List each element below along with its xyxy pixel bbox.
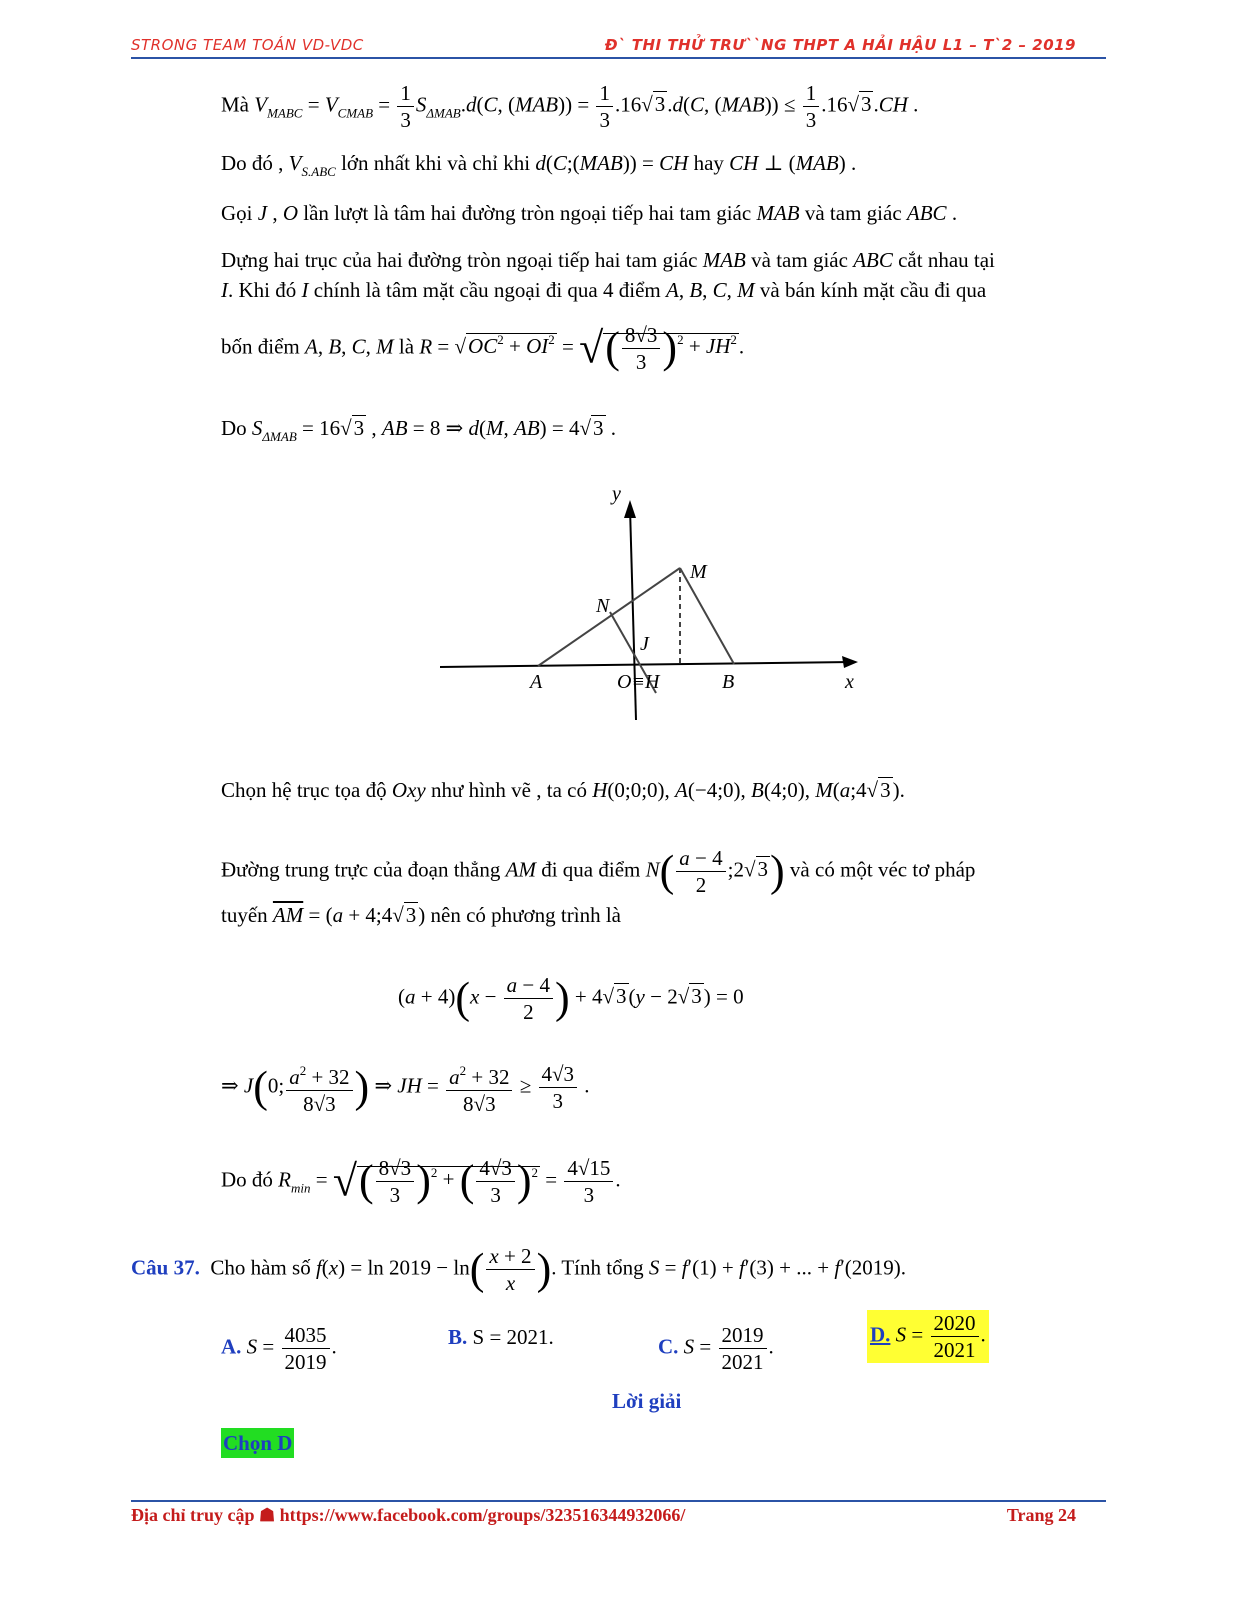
label-OH: O≡H	[617, 671, 660, 693]
line-coordinates: Chọn hệ trục tọa độ Oxy như hình vẽ , ta có H(0;0;0), A(−4;0), B(4;0), M(a;4√3).	[221, 778, 905, 802]
equation-Rmin: Do đó $R_{min}$ = √( $\frac{8√3}{3}$ )$^2$ + ( $\frac{4√3}{3}$ )$^2$ = $\frac{4√15}{3}$ .	[221, 1156, 621, 1207]
label-J: J	[640, 633, 649, 655]
line-sphere: I. Khi đó I chính là tâm mặt cầu ngoại đi qua 4 điểm A, B, C, M và bán kính mặt cầu đi qua	[221, 278, 987, 302]
equation-J: ⇒ J(0; $\frac{a^2 + 32}{8√3}$ ) ⇒ JH = $\frac{a^2 + 32}{8√3}$ ≥ $\frac{4√3}{3}$ .	[221, 1058, 590, 1117]
line-max: Do đó , $V_{S.ABC}$ lớn nhất khi và chỉ khi d(C;(MAB)) = CH hay CH ⊥ (MAB) .	[221, 151, 857, 179]
label-A: A	[530, 671, 543, 693]
line-volume: Mà $V_{MABC} = V_{CMAB}$ = $\frac{1}{3}$ $S_{\Delta MAB}.d(C$, (MAB)) = $\frac{1}{3}$ .16√3.d(C, (MAB)) ≤ $\frac{1}{3}$ .16√3.CH .	[221, 81, 919, 132]
line-bisector: Đường trung trực của đoạn thẳng AM đi qua điểm N( $\frac{a - 4}{2}$ ;2√3) và có một véc tơ pháp	[221, 846, 976, 897]
line-centers: Gọi J , O lần lượt là tâm hai đường tròn ngoại tiếp hai tam giác MAB và tam giác ABC .	[221, 201, 958, 225]
question-37: Câu 37. Cho hàm số f(x) = ln 2019 − ln( $\frac{x + 2}{x}$ ). Tính tổng S = f′(1) + f′(3) + ... + f′(2019).	[131, 1244, 907, 1295]
line-normal: tuyến $\overline{AM} = (a$ + 4;4√3) nên có phương trình là	[221, 903, 621, 927]
label-N: N	[596, 595, 610, 617]
solution-title: Lời giải	[612, 1389, 682, 1413]
label-y: y	[612, 483, 621, 505]
segment-MB	[680, 568, 734, 664]
option-D[interactable]: D. S = $\frac{2020}{2021}$ .	[867, 1310, 989, 1363]
y-arrow	[624, 500, 636, 518]
choice-badge: Chọn D	[221, 1428, 294, 1458]
label-B: B	[722, 671, 735, 693]
line-radius: bốn điểm A, B, C, M là $R = √OC^2 + OI^2$ = √( $\frac{8√3}{3}$ )$^2 + JH^2$.	[221, 323, 745, 374]
coordinate-diagram	[430, 478, 870, 728]
footer-link[interactable]: https://www.facebook.com/groups/323516344932066/	[279, 1505, 686, 1525]
home-icon: ☗	[259, 1505, 276, 1525]
option-A[interactable]: A. S = $\frac{4035}{2019}$ .	[221, 1323, 337, 1374]
line-area: Do $S_{\Delta MAB} = 16√3$ , AB = 8 ⇒ d(M, AB) = 4√3 .	[221, 416, 617, 444]
footer-address: Địa chỉ truy cập ☗ https://www.facebook.com/groups/323516344932066/	[131, 1505, 686, 1525]
label-x: x	[845, 671, 854, 693]
page-number: Trang 24	[1006, 1505, 1076, 1525]
label-M: M	[690, 561, 707, 583]
footer-rule	[131, 1500, 1106, 1502]
header-left: STRONG TEAM TOÁN VD-VDC	[131, 36, 364, 54]
option-C[interactable]: C. S = $\frac{2019}{2021}$ .	[658, 1323, 774, 1374]
equation-bisector: (a + 4)(x − $\frac{a - 4}{2}$ ) + 4√3(y − 2√3) = 0	[398, 973, 744, 1024]
header-right: Đ` THI THỬ TRƯ``NG THPT A HẢI HẬU L1 – T`2 – 2019	[604, 36, 1076, 54]
header-rule	[131, 57, 1106, 59]
line-axes: Dựng hai trục của hai đường tròn ngoại tiếp hai tam giác MAB và tam giác ABC cắt nhau tại	[221, 248, 995, 272]
segment-AM	[538, 568, 680, 666]
x-arrow	[842, 656, 858, 668]
option-B[interactable]: B. S = 2021.	[448, 1325, 554, 1349]
x-axis	[440, 662, 852, 667]
question-label: Câu 37.	[131, 1255, 200, 1280]
